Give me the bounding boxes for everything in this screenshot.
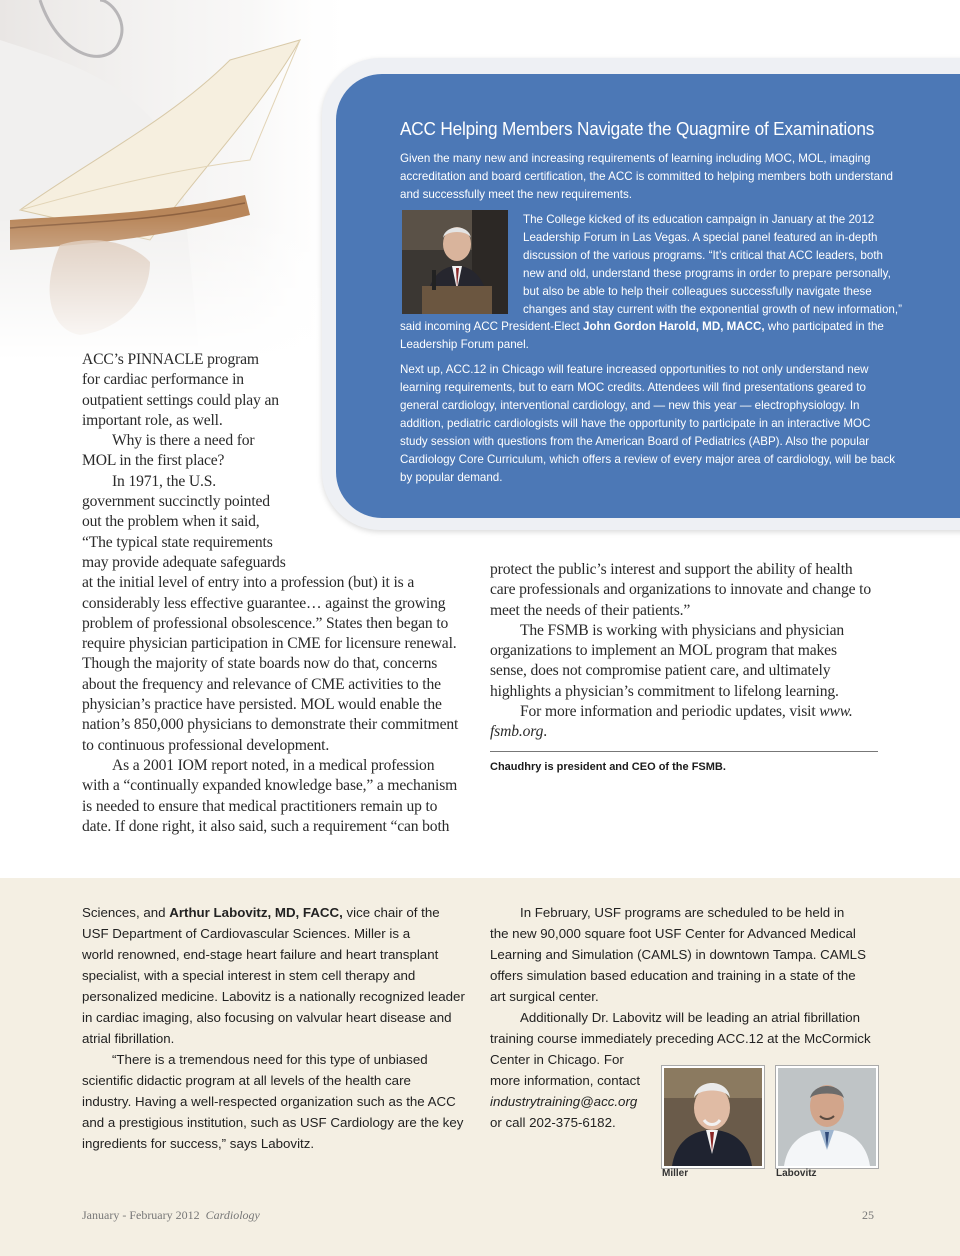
text-line: highlights a physician’s commitment to lifelong learning.	[490, 682, 839, 700]
text-span: Sciences, and	[82, 905, 170, 920]
text-span: who participated in the	[764, 320, 884, 333]
text-line: more information, contact	[490, 1073, 641, 1088]
text-line: USF Department of Cardiovascular Sciences. Miller is a	[82, 926, 411, 941]
text-line: Leadership Forum in Las Vegas. A special panel featured an in-depth	[523, 231, 878, 244]
text-line: study session with questions from the American Board of Pediatrics (ABP). Also the popular	[400, 435, 870, 448]
text-line: for cardiac performance in	[82, 371, 244, 389]
text-line: The FSMB is working with physicians and physician	[520, 621, 845, 639]
text-line: accreditation and board certification, the ACC is committed to helping members both understand	[400, 170, 894, 183]
text-line: discussion of the various programs. “It’s critical that ACC leaders, both	[523, 249, 883, 262]
text-line: general cardiology, interventional cardiology, and — new this year — electrophysiology. In	[400, 399, 860, 412]
author-note: Chaudhry is president and CEO of the FSMB.	[490, 761, 726, 773]
text-line: Center in Chicago. For	[490, 1052, 624, 1067]
text-line: In February, USF programs are scheduled to be held in	[520, 905, 845, 920]
text-line: personalized medicine. Labovitz is a nationally recognized leader	[82, 989, 465, 1004]
text-line: physician’s practice have persisted. MOL would enable the	[82, 696, 442, 714]
text-line: changes and stay current with the exponential growth of new information,”	[523, 303, 902, 316]
text-line: In 1971, the U.S.	[112, 472, 217, 490]
text-line: at the initial level of entry into a profession (but) it is a	[82, 574, 415, 592]
text-line: Cardiology Core Curriculum, which offers a review of every major area of cardiology, will be back	[400, 453, 896, 466]
sidebar-intro	[400, 150, 900, 204]
email-text[interactable]: industrytraining@acc.org	[490, 1094, 638, 1109]
page-number: 25	[862, 1208, 874, 1222]
text-line: and successfully meet the new requirements.	[400, 188, 632, 201]
text-line: ingredients for success,” says Labovitz.	[82, 1136, 315, 1151]
text-line: outpatient settings could play an	[82, 391, 279, 409]
text-line: training course immediately preceding ACC.12 at the McCormick	[490, 1031, 871, 1046]
text-line: atrial fibrillation.	[82, 1031, 175, 1046]
text-line: offers simulation based education and training in a state of the	[490, 968, 856, 983]
text-line: problem of professional obsolescence.” States then began to	[82, 614, 449, 632]
text-line: by popular demand.	[400, 471, 503, 484]
text-line: learning requirements, but to earn MOC credits. Attendees will find presentations geared to	[400, 381, 866, 394]
text-line: Next up, ACC.12 in Chicago will feature increased opportunities to not only understand new	[400, 363, 869, 376]
text-line: Though the majority of state boards now do that, concerns	[82, 655, 438, 673]
text-line: care professionals and organizations to innovate and change to	[490, 581, 871, 599]
text-line	[82, 902, 472, 923]
footer-date: January - February 2012	[82, 1208, 200, 1222]
text-line: Why is there a need for	[112, 432, 255, 450]
miller-portrait-photo	[662, 1066, 764, 1168]
miller-caption: Miller	[662, 1168, 689, 1179]
text-line: with a “continually expanded knowledge base,” a mechanism	[82, 777, 458, 795]
text-line: nation’s 850,000 physicians to demonstrate their commitment	[82, 716, 459, 734]
text-line: Leadership Forum panel.	[400, 338, 529, 351]
text-line: The College kicked of its education campaign in January at the 2012	[523, 213, 875, 226]
footer-magazine-name: Cardiology	[205, 1208, 260, 1222]
text-line: sense, does not compromise patient care, and ultimately	[490, 662, 831, 680]
sidebar-paragraph-1	[523, 211, 903, 319]
text-line: date. If done right, it also said, such a requirement “can both	[82, 817, 450, 835]
text-span: For more information and periodic updates, visit	[520, 703, 820, 721]
text-span: vice chair of the	[342, 905, 440, 920]
text-line: out the problem when it said,	[82, 513, 260, 531]
divider-rule	[490, 751, 878, 752]
text-span: said incoming ACC President-Elect	[400, 320, 584, 333]
footer-issue	[82, 1208, 260, 1223]
text-line: world renowned, end-stage heart failure and heart transplant	[82, 947, 439, 962]
text-line: As a 2001 IOM report noted, in a medical profession	[112, 756, 435, 774]
text-line: in cardiac imaging, also focusing on valvular heart disease and	[82, 1010, 452, 1025]
sidebar-paragraph-2	[400, 361, 905, 487]
text-line: protect the public’s interest and support the ability of health	[490, 561, 853, 578]
text-line: meet the needs of their patients.”	[490, 601, 691, 619]
text-line	[490, 702, 880, 722]
text-line: about the frequency and relevance of CME activities to the	[82, 675, 441, 693]
text-line: considerably less effective guarantee… against the growing	[82, 594, 446, 612]
sidebar-title: ACC Helping Members Navigate the Quagmire of Examinations	[400, 118, 875, 139]
article-column-1	[82, 350, 472, 837]
text-line: ACC’s PINNACLE program	[82, 351, 259, 368]
sidebar-paragraph-1-continued	[400, 318, 910, 354]
text-line: “There is a tremendous need for this type of unbiased	[112, 1052, 428, 1067]
website-link[interactable]: www.	[819, 703, 853, 721]
text-line: Additionally Dr. Labovitz will be leading an atrial fibrillation	[520, 1010, 860, 1025]
text-line: may provide adequate safeguards	[82, 553, 286, 571]
text-line	[400, 318, 910, 336]
text-line: art surgical center.	[490, 989, 599, 1004]
text-line: new and old, understand these programs in order to prepare personally,	[523, 267, 891, 280]
text-line: scientific didactic program at all levels of the health care	[82, 1073, 411, 1088]
speaker-at-podium-photo	[402, 210, 508, 314]
text-span: .	[543, 723, 547, 741]
article-column-2	[490, 560, 880, 743]
text-line: to continuous professional development.	[82, 736, 330, 754]
text-line: organizations to implement an MOL program that makes	[490, 642, 837, 660]
text-line: government succinctly pointed	[82, 493, 270, 511]
text-line: require physician participation in CME for licensure renewal.	[82, 635, 457, 653]
text-line: “The typical state requirements	[82, 533, 273, 551]
text-line: Given the many new and increasing requirements of learning including MOC, MOL, imaging	[400, 152, 871, 165]
labovitz-caption: Labovitz	[776, 1168, 817, 1179]
text-line: specialist, with a special interest in stem cell therapy and	[82, 968, 416, 983]
text-line: addition, pediatric cardiologists will have the opportunity to participate in an interactive MOC	[400, 417, 871, 430]
website-link[interactable]: fsmb.org	[490, 723, 544, 741]
text-line: but also be able to help their colleagues successfully navigate these	[523, 285, 872, 298]
bottom-column-1	[82, 902, 472, 1154]
text-line: MOL in the first place?	[82, 452, 225, 470]
labovitz-portrait-photo	[776, 1066, 878, 1168]
doctor-reading-book-image	[0, 0, 360, 360]
text-line: is needed to ensure that medical practitioners remain up to	[82, 797, 438, 815]
person-name: John Gordon Harold, MD, MACC,	[583, 320, 765, 333]
text-line: and a prestigious institution, such as USF Cardiology are the key	[82, 1115, 464, 1130]
text-line: Learning and Simulation (CAMLS) in downtown Tampa. CAMLS	[490, 947, 866, 962]
text-line	[490, 722, 880, 742]
text-line: or call 202-375-6182.	[490, 1115, 616, 1130]
text-line: industry. Having a well-respected organization such as the ACC	[82, 1094, 456, 1109]
text-line: the new 90,000 square foot USF Center for Advanced Medical	[490, 926, 856, 941]
text-line: important role, as well.	[82, 411, 223, 429]
person-name: Arthur Labovitz, MD, FACC,	[169, 905, 343, 920]
